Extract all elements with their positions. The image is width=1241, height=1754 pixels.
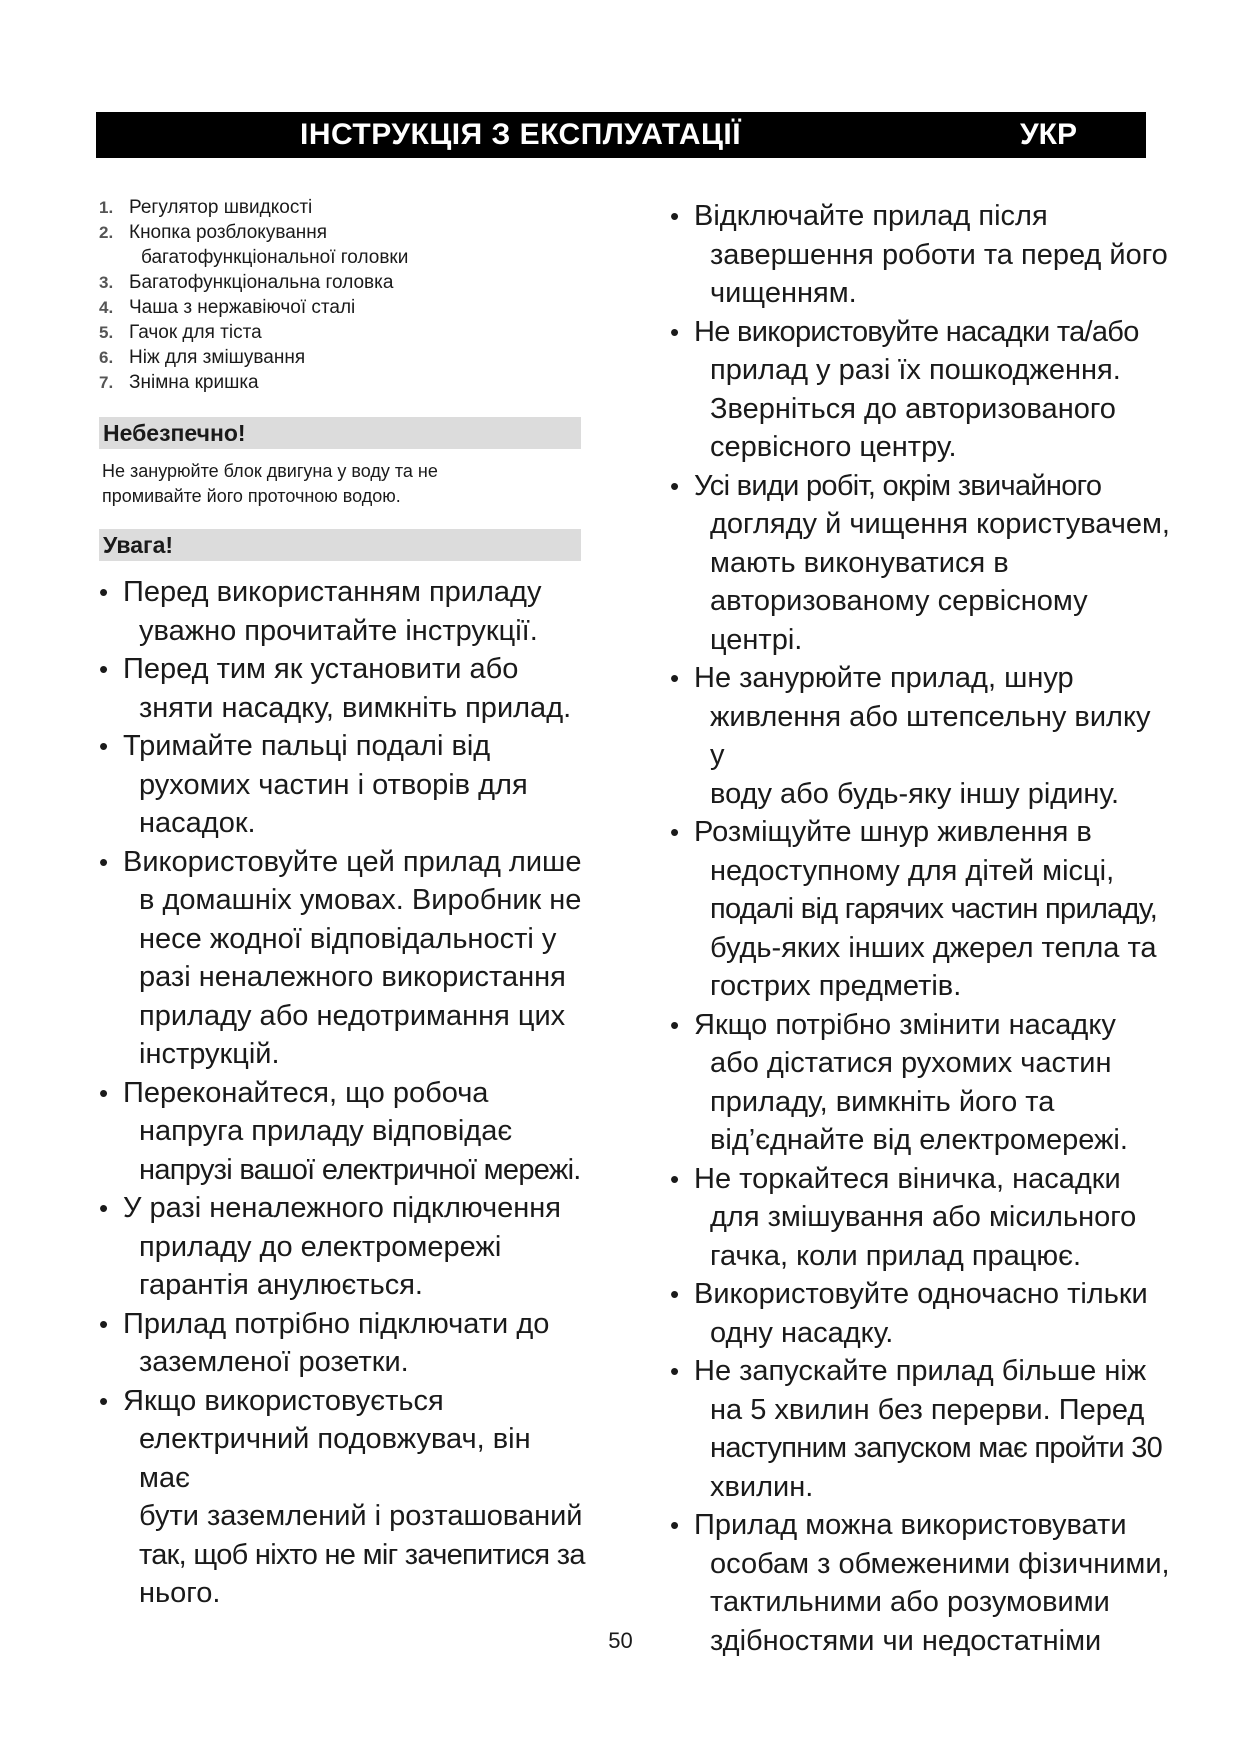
bullet-icon: • (670, 663, 680, 693)
warning-heading: Увага! (99, 529, 581, 561)
bullet-line: приладу або недотримання цих (139, 999, 566, 1032)
parts-list-item (99, 295, 589, 320)
bullet-line: Не торкайтеся віничка, насадки (694, 1162, 1121, 1195)
bullet-line: Відключайте прилад після (694, 200, 1048, 232)
bullet-icon: • (99, 846, 109, 877)
part-number: 1. (99, 198, 114, 217)
bullet-line: разі неналежного використання (139, 961, 566, 993)
bullet-line: нього. (139, 1577, 221, 1609)
bullet-line: Перед використанням приладу (123, 576, 542, 608)
part-number: 4. (99, 298, 114, 317)
bullet-line: Не запускайте прилад більше ніж (694, 1355, 1147, 1387)
right-bullet-list (670, 197, 1170, 1660)
bullet-line: напруга приладу відповідає (139, 1115, 513, 1147)
part-number: 7. (99, 373, 114, 392)
bullet-line: бути заземлений і розташований (139, 1500, 583, 1532)
part-number: 5. (99, 323, 114, 342)
part-label: Багатофункціональна головка (129, 272, 394, 293)
bullet-line: напрузі вашої електричної мережі. (139, 1153, 581, 1186)
bullet-line: тактильними або розумовими (710, 1586, 1110, 1618)
bullet-line: Якщо використовується (123, 1384, 444, 1417)
language-code: УКР (1020, 118, 1077, 151)
header-bar (96, 112, 1146, 158)
parts-list-item (99, 220, 589, 270)
bullet-line: подалі від гарячих частин приладу, (710, 893, 1158, 925)
bullet-icon: • (99, 1077, 109, 1108)
bullet-icon: • (99, 1385, 109, 1416)
bullet-line: сервісного центру. (710, 431, 957, 463)
bullet-line: Використовуйте цей прилад лише (123, 845, 582, 878)
bullet-line: Зверніться до авторизованого (710, 392, 1116, 425)
bullet-item (99, 1382, 589, 1613)
bullet-item (99, 1305, 589, 1382)
bullet-icon: • (670, 1009, 680, 1040)
part-label: Кнопка розблокування (129, 222, 328, 243)
bullet-line: електричний подовжувач, він має (139, 1423, 531, 1494)
bullet-icon: • (670, 1510, 680, 1540)
parts-list-item (99, 195, 589, 220)
part-label: Чаша з нержавіючої сталі (129, 297, 356, 318)
page-title: ІНСТРУКЦІЯ З ЕКСПЛУАТАЦІЇ (300, 118, 742, 151)
part-label: багатофункціональної головки (141, 247, 409, 268)
bullet-line: прилад у разі їх пошкодження. (710, 354, 1121, 386)
bullet-line: в домашніх умовах. Виробник не (139, 884, 582, 916)
bullet-icon: • (99, 577, 109, 607)
bullet-line: завершення роботи та перед його (710, 238, 1168, 271)
bullet-line: чищенням. (710, 277, 857, 309)
danger-heading: Небезпечно! (99, 417, 581, 449)
left-column (99, 195, 589, 1613)
bullet-item (670, 467, 1170, 660)
bullet-line: Прилад потрібно підключати до (123, 1307, 550, 1340)
bullet-line: хвилин. (710, 1470, 814, 1503)
bullet-item (99, 573, 589, 650)
bullet-line: або дістатися рухомих частин (710, 1047, 1112, 1079)
bullet-line: зняти насадку, вимкніть прилад. (139, 691, 572, 724)
part-number: 2. (99, 223, 114, 242)
bullet-item (99, 650, 589, 727)
bullet-line: приладу до електромережі (139, 1230, 502, 1263)
bullet-icon: • (670, 817, 680, 847)
bullet-line: так, щоб ніхто не міг зачепитися за (139, 1538, 585, 1571)
bullet-icon: • (670, 201, 680, 231)
bullet-line: інструкцій. (139, 1038, 280, 1070)
bullet-line: заземленої розетки. (139, 1346, 409, 1378)
left-bullet-list (99, 573, 589, 1613)
part-label: Ніж для змішування (129, 347, 306, 368)
bullet-line: Не використовуйте насадки та/або (694, 315, 1139, 348)
bullet-item (670, 1352, 1170, 1506)
bullet-line: мають виконуватися в (710, 546, 1009, 579)
part-label: Знімна кришка (129, 372, 259, 393)
bullet-icon: • (670, 1356, 680, 1386)
bullet-icon: • (670, 1163, 680, 1194)
danger-line: промивайте його проточною водою. (102, 486, 401, 506)
bullet-line: живлення або штепсельну вилку у (710, 700, 1151, 771)
bullet-line: Використовуйте одночасно тільки (694, 1278, 1148, 1310)
parts-list (99, 195, 589, 395)
bullet-item (670, 659, 1170, 813)
right-column (670, 197, 1170, 1660)
bullet-item (99, 1189, 589, 1305)
danger-line: Не занурюйте блок двигуна у воду та не (102, 461, 438, 481)
bullet-line: насадок. (139, 807, 256, 839)
bullet-item (99, 843, 589, 1074)
bullet-icon: • (99, 1308, 109, 1339)
bullet-line: уважно прочитайте інструкції. (139, 614, 538, 647)
bullet-item (670, 1275, 1170, 1352)
bullet-line: воду або будь-яку іншу рідину. (710, 777, 1120, 810)
part-number: 3. (99, 273, 114, 292)
parts-list-item (99, 345, 589, 370)
bullet-line: будь-яких інших джерел тепла та (710, 931, 1157, 964)
parts-list-item (99, 370, 589, 395)
bullet-item (670, 1006, 1170, 1160)
bullet-icon: • (670, 1279, 680, 1309)
bullet-item (670, 313, 1170, 467)
bullet-line: Прилад можна використовувати (694, 1509, 1127, 1541)
bullet-line: Розміщуйте шнур живлення в (694, 816, 1092, 848)
bullet-icon: • (99, 1193, 109, 1223)
bullet-line: Переконайтеся, що робоча (123, 1076, 489, 1109)
parts-list-item (99, 270, 589, 295)
page-number: 50 (608, 1628, 633, 1653)
bullet-line: для змішування або місильного (710, 1201, 1137, 1233)
bullet-icon: • (99, 654, 109, 684)
bullet-line: Не занурюйте прилад, шнур (694, 662, 1074, 694)
bullet-line: на 5 хвилин без перерви. Перед (710, 1393, 1145, 1426)
bullet-item (670, 197, 1170, 313)
bullet-line: Перед тим як установити або (123, 653, 519, 685)
bullet-line: догляду й чищення користувачем, (710, 508, 1170, 540)
bullet-line: Тримайте пальці подалі від (123, 730, 491, 762)
part-label: Регулятор швидкості (129, 197, 313, 218)
bullet-icon: • (99, 731, 109, 761)
bullet-item (670, 813, 1170, 1006)
bullet-line: У разі неналежного підключення (123, 1192, 561, 1224)
bullet-line: гострих предметів. (710, 970, 962, 1002)
bullet-line: приладу, вимкніть його та (710, 1085, 1055, 1118)
bullet-line: одну насадку. (710, 1316, 894, 1349)
bullet-line: від’єднайте від електромережі. (710, 1124, 1128, 1156)
bullet-line: здібностями чи недостатніми (710, 1624, 1102, 1657)
bullet-item (99, 727, 589, 843)
bullet-line: наступним запуском має пройти 30 (710, 1432, 1163, 1464)
bullet-item (670, 1160, 1170, 1276)
bullet-line: гарантія анулюється. (139, 1269, 423, 1301)
bullet-line: гачка, коли прилад працює. (710, 1239, 1082, 1272)
bullet-line: недоступному для дітей місці, (710, 854, 1115, 887)
bullet-line: Усі види робіт, окрім звичайного (694, 469, 1102, 502)
part-label: Гачок для тіста (129, 322, 262, 343)
parts-list-item (99, 320, 589, 345)
danger-text (102, 459, 589, 509)
bullet-line: центрі. (710, 623, 803, 656)
bullet-icon: • (670, 316, 680, 347)
bullet-line: особам з обмеженими фізичними, (710, 1547, 1170, 1580)
bullet-line: рухомих частин і отворів для (139, 768, 528, 801)
bullet-icon: • (670, 470, 680, 501)
bullet-line: авторизованому сервісному (710, 585, 1088, 617)
bullet-line: несе жодної відповідальності у (139, 922, 557, 955)
part-number: 6. (99, 348, 114, 367)
bullet-line: Якщо потрібно змінити насадку (694, 1008, 1116, 1041)
bullet-item (99, 1074, 589, 1190)
